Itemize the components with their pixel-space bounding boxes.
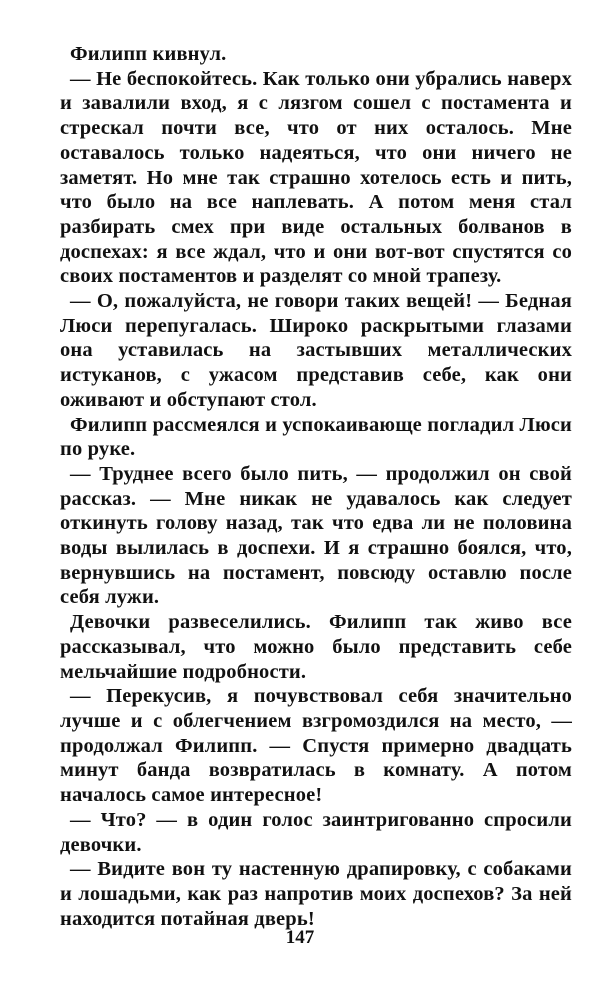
paragraph: — Что? — в один голос заинтригованно спросили девочки. <box>60 808 572 856</box>
paragraph: Филипп рассмеялся и успокаивающе погладил Люси по руке. <box>60 413 572 461</box>
page-body-text <box>60 42 572 931</box>
paragraph: — Труднее всего было пить, — продолжил он свой рассказ. — Мне никак не удавалось как следует откинуть голову назад, так что едва ли не половина воды вылилась в доспехи. И я страшно боялся, что, вернувшись на постамент, повсюду оставлю после себя лужи. <box>60 462 572 609</box>
paragraph: — Видите вон ту настенную драпировку, с собаками и лошадьми, как раз напротив моих доспехов? За ней находится потайная дверь! <box>60 858 572 930</box>
paragraph: — Не беспокойтесь. Как только они убрались наверх и завалили вход, я с лязгом сошел с постамента и стрескал почти все, что от них осталось. Мне оставалось только надеяться, что они ничего не заметят. Но мне так страшно хотелось есть и пить, что было на все наплевать. А потом меня стал разбирать смех при виде остальных болванов в доспехах: я все ждал, что и они вот-вот спустятся со своих постаментов и разделят со мной трапезу. <box>60 67 572 288</box>
paragraph: Девочки развеселились. Филипп так живо все рассказывал, что можно было представить себе мельчайшие подробности. <box>60 611 572 683</box>
page-number: 147 <box>285 927 315 948</box>
paragraph: — Перекусив, я почувствовал себя значительно лучше и с облегчением взгромоздился на место, — продолжал Филипп. — Спустя примерно двадцать минут банда возвратилась в комнату. А потом началось самое интересное! <box>60 685 572 807</box>
paragraph: Филипп кивнул. <box>70 43 227 65</box>
paragraph: — О, пожалуйста, не говори таких вещей! — Бедная Люси перепугалась. Широко раскрытыми глазами она уставилась на застывших металлических истуканов, с ужасом представив себе, как они оживают и обступают стол. <box>60 290 572 411</box>
